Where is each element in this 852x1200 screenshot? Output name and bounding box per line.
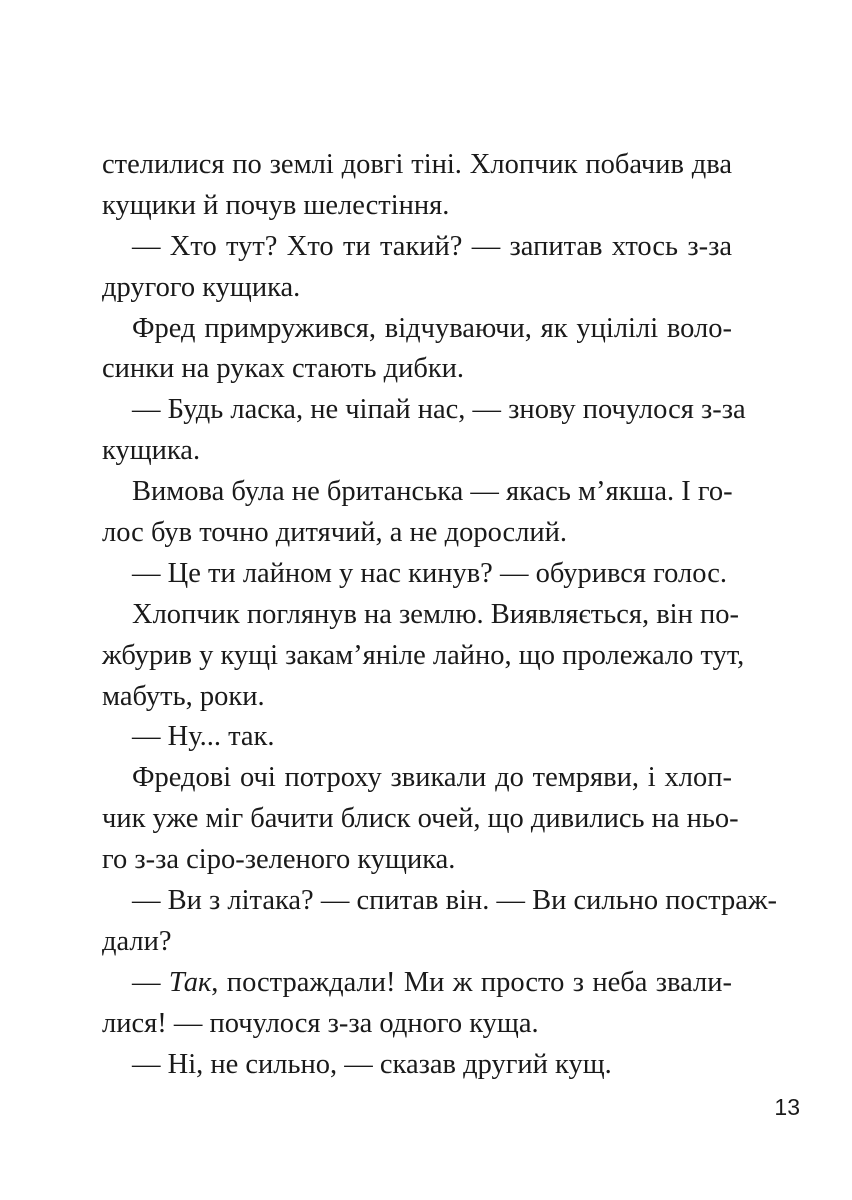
text-line: мабуть, роки. (102, 680, 265, 712)
text-line: — Це ти лайном у нас кинув? — обурився голос. (132, 557, 727, 589)
text-line: — Ні, не сильно, — сказав другий кущ. (132, 1048, 612, 1080)
text-line: го з-за сіро-зеленого кущика. (102, 844, 456, 876)
italic-word: Так (168, 966, 212, 998)
text-line: синки на руках стають дибки. (102, 353, 465, 385)
text-line: — Ну... так. (132, 721, 275, 753)
text-line: Фред примружився, відчуваючи, як уцілілі воло- (132, 312, 732, 344)
text-line: Вимова була не британська — якась м’якша. І го- (132, 476, 733, 508)
text-line: дали? (102, 925, 172, 957)
text-line: кущика. (102, 435, 201, 467)
text-line: чик уже міг бачити блиск очей, що дивились на ньо- (102, 803, 739, 835)
text-line: Фредові очі потроху звикали до темряви, і хлоп- (132, 762, 732, 794)
text-line: — Хто тут? Хто ти такий? — запитав хтось з-за (132, 230, 732, 262)
text-line: лос був точно дитячий, а не дорослий. (102, 517, 568, 549)
text-line: стелилися по землі довгі тіні. Хлопчик побачив два (102, 149, 732, 180)
text-line: кущики й почув шелестіння. (102, 189, 450, 221)
text-line: лися! — почулося з-за одного куща. (102, 1007, 539, 1039)
text-line: жбурив у кущі закам’яніле лайно, що пролежало тут, (102, 639, 745, 671)
body-text (102, 145, 778, 1085)
text-line: — Будь ласка, не чіпай нас, — знову почулося з-за (132, 394, 746, 426)
text-line: — Так, постраждали! Ми ж просто з неба звали- (132, 966, 733, 998)
page-number: 13 (774, 1094, 800, 1120)
text-line: Хлопчик поглянув на землю. Виявляється, він по- (132, 598, 739, 630)
text-line: другого кущика. (102, 271, 301, 303)
text-line: — Ви з літака? — спитав він. — Ви сильно постраж- (132, 885, 778, 917)
